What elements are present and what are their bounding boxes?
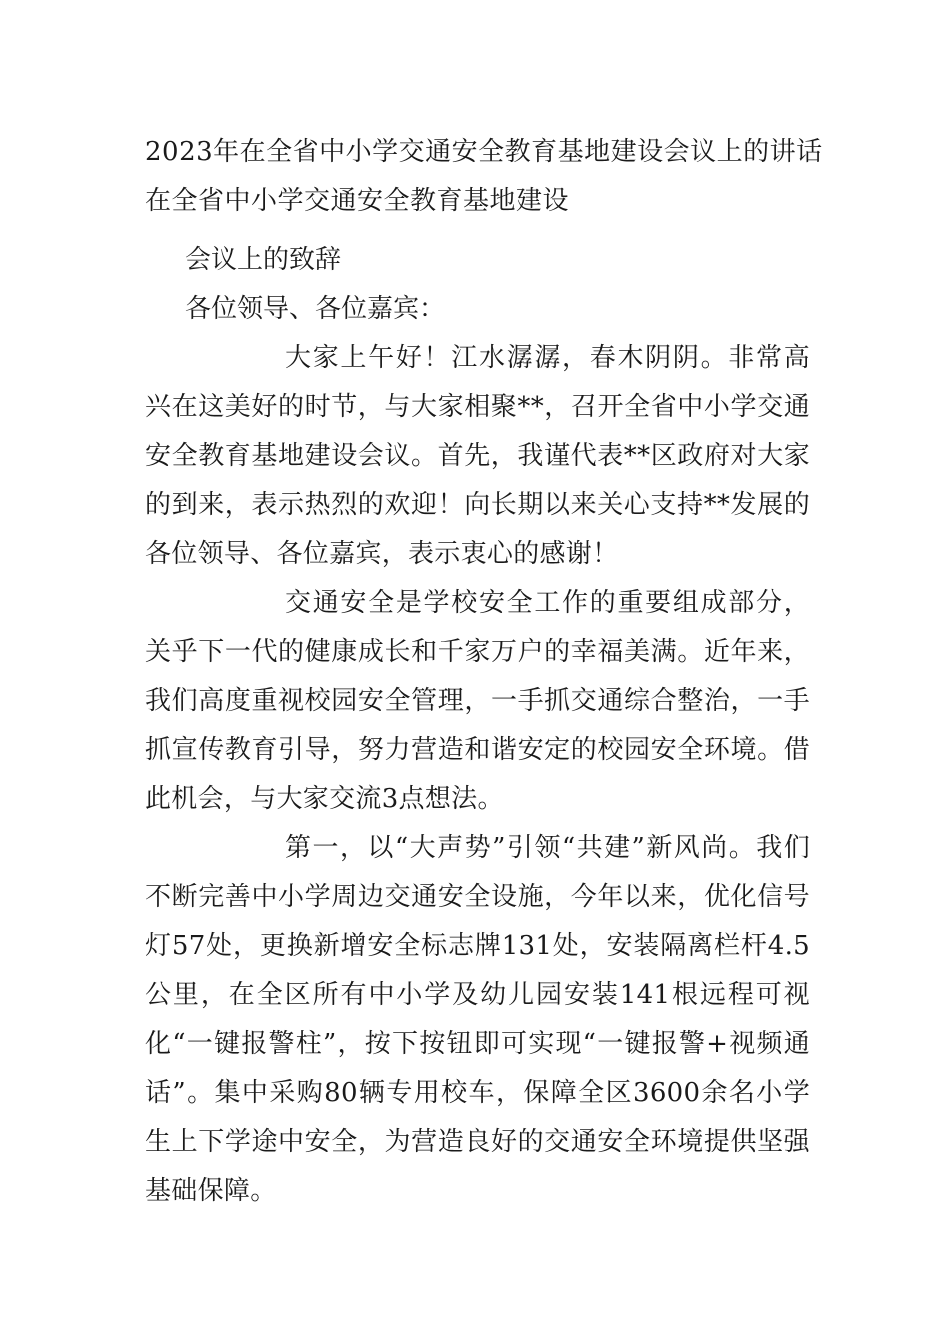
document-title: 2023年在全省中小学交通安全教育基地建设会议上的讲话: [145, 137, 823, 167]
paragraph-point-one: 第一，以“大声势”引领“共建”新风尚。我们不断完善中小学周边交通安全设施，今年以来，优化信号灯57处，更换新增安全标志牌131处，安装隔离栏杆4.5公里，在全区所有中小学及幼儿园安装141根远程可视化“一键报警柱”，按下按钮即可实现“一键报警+视频通话”。集中采购80辆专用校车，保障全区3600余名小学生上下学途中安全，为营造良好的交通安全环境提供坚强基础保障。: [145, 833, 810, 1206]
paragraph-traffic-safety: 交通安全是学校安全工作的重要组成部分，关乎下一代的健康成长和千家万户的幸福美满。近年来，我们高度重视校园安全管理，一手抓交通综合整治，一手抓宣传教育引导，努力营造和谐安定的校园安全环境。借此机会，与大家交流3点想法。: [145, 588, 810, 814]
paragraph-greeting: 大家上午好！江水潺潺，春木阴阴。非常高兴在这美好的时节，与大家相聚**，召开全省中小学交通安全教育基地建设会议。首先，我谨代表**区政府对大家的到来，表示热烈的欢迎！向长期以来关心支持**发展的各位领导、各位嘉宾，表示衷心的感谢！: [145, 343, 810, 569]
document-subtitle: 在全省中小学交通安全教育基地建设: [145, 186, 570, 216]
salutation: 各位领导、各位嘉宾：: [185, 294, 446, 324]
document-subtitle-continued: 会议上的致辞: [185, 245, 342, 275]
document-body: [145, 128, 823, 1216]
